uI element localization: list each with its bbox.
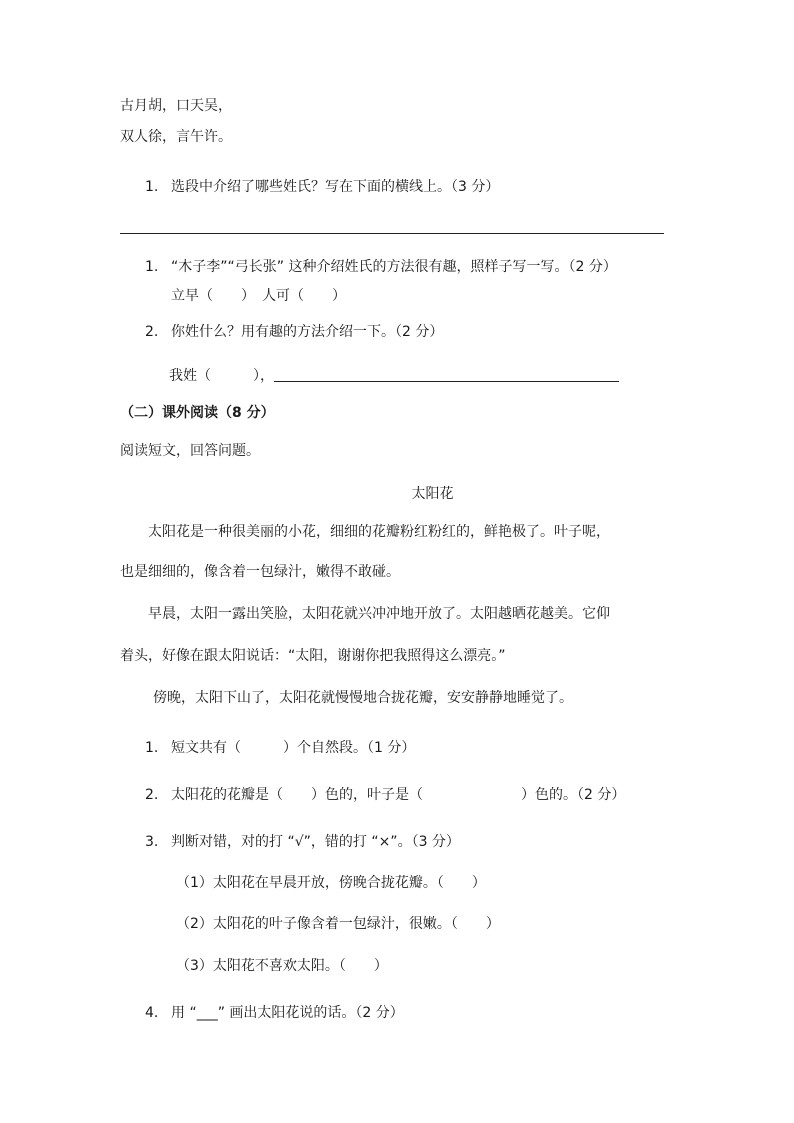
- question-surnames: [145, 177, 499, 197]
- question-text: 用 “___” 画出太阳花说的话。（2 分）: [171, 1005, 404, 1021]
- answer-prefix: 我姓（ ），: [169, 368, 274, 384]
- answer-line[interactable]: [274, 367, 619, 382]
- answer-line[interactable]: [120, 233, 664, 234]
- question-text: 你姓什么？用有趣的方法介绍一下。（2 分）: [171, 324, 444, 340]
- question-text: “木子李”“弓长张” 这种介绍姓氏的方法很有趣，照样子写一写。（2 分）: [171, 259, 617, 275]
- question-number: 4.: [145, 1005, 159, 1021]
- story-title: 太阳花: [411, 486, 454, 502]
- story-line: 着头，好像在跟太阳说话：“太阳，谢谢你把我照得这么漂亮。”: [120, 648, 506, 664]
- question-underline: [145, 1003, 404, 1023]
- question-paragraph-count[interactable]: [145, 738, 415, 758]
- judge-item[interactable]: （3）太阳花不喜欢太阳。（ ）: [176, 958, 388, 974]
- question-text: 判断对错，对的打 “√”，错的打 “×”。（3 分）: [171, 834, 460, 850]
- example-blanks[interactable]: 立早（ ） 人可（ ）: [171, 288, 346, 304]
- question-your-surname: [145, 322, 443, 342]
- question-number: 2.: [145, 324, 159, 340]
- passage-line-1: 古月胡，口天吴，: [120, 98, 232, 114]
- story-line: 太阳花是一种很美丽的小花，细细的花瓣粉红粉红的，鲜艳极了。叶子呢，: [148, 524, 610, 540]
- question-number: 2.: [145, 787, 159, 803]
- question-text: 选段中介绍了哪些姓氏？写在下面的横线上。（3 分）: [171, 179, 500, 195]
- question-true-false: [145, 832, 460, 852]
- question-surname-method: [145, 257, 617, 277]
- question-colors[interactable]: [145, 785, 625, 805]
- judge-item[interactable]: （1）太阳花在早晨开放，傍晚合拢花瓣。（ ）: [176, 875, 486, 891]
- question-number: 1.: [145, 259, 159, 275]
- question-number: 1.: [145, 740, 159, 756]
- section-title: （二）课外阅读（8 分）: [120, 405, 275, 421]
- story-line: 早晨，太阳一露出笑脸，太阳花就兴冲冲地开放了。太阳越晒花越美。它仰: [148, 606, 610, 622]
- story-line: 也是细细的，像含着一包绿汁，嫩得不敢碰。: [120, 564, 400, 580]
- judge-item[interactable]: （2）太阳花的叶子像含着一包绿汁，很嫩。（ ）: [176, 916, 500, 932]
- question-text: 太阳花的花瓣是（ ）色的，叶子是（ ）色的。（2 分）: [171, 787, 626, 803]
- instruction: 阅读短文，回答问题。: [120, 443, 260, 459]
- story-line: 傍晚，太阳下山了，太阳花就慢慢地合拢花瓣，安安静静地睡觉了。: [153, 690, 573, 706]
- question-text: 短文共有（ ）个自然段。（1 分）: [171, 740, 416, 756]
- surname-answer-row[interactable]: [169, 366, 619, 386]
- passage-line-2: 双人徐，言午许。: [120, 129, 232, 145]
- question-number: 1.: [145, 179, 159, 195]
- question-number: 3.: [145, 834, 159, 850]
